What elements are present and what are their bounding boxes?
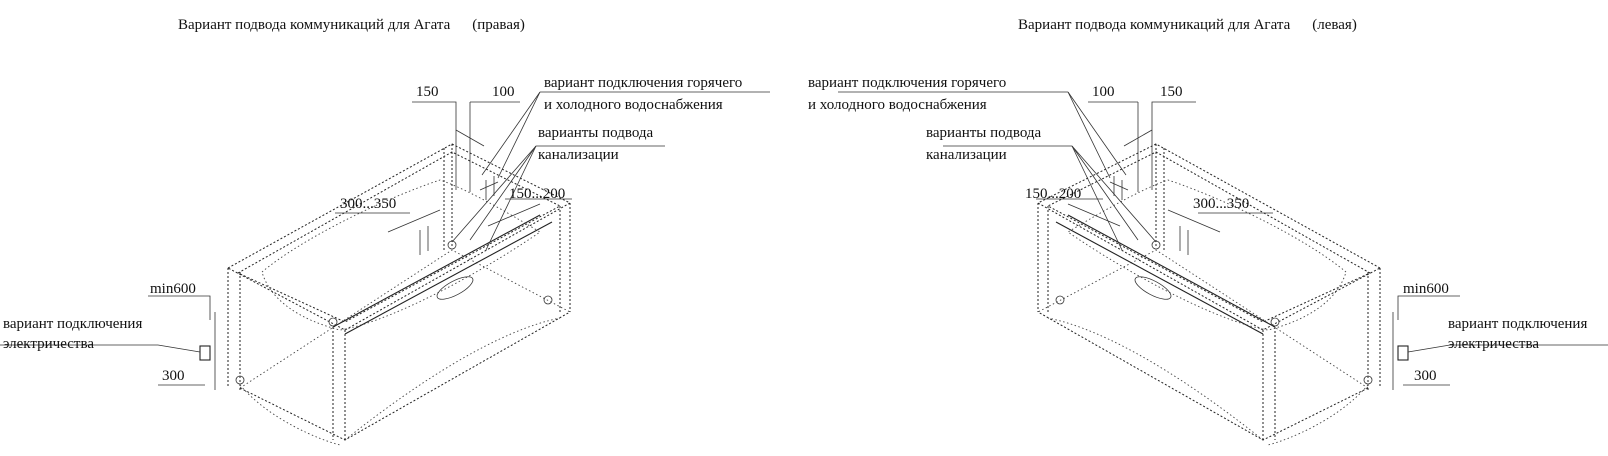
left-bathtub-drawing — [838, 92, 1608, 445]
right-dim-150-200: 150...200 — [509, 186, 566, 202]
right-side-label: (правая) — [472, 17, 525, 33]
right-dim-150: 150 — [416, 84, 439, 100]
right-sewer-label-2: канализации — [538, 147, 619, 163]
right-water-label-1: вариант подключения горячего — [544, 75, 743, 91]
left-electric-label-2: электричества — [1448, 336, 1539, 352]
right-dim-100: 100 — [492, 84, 515, 100]
left-dim-min600: min600 — [1403, 281, 1449, 297]
left-sewer-label-2: канализации — [926, 147, 1007, 163]
right-sewer-label-1: варианты подвода — [538, 125, 654, 141]
right-bathtub-drawing — [0, 92, 770, 445]
left-dim-150: 150 — [1160, 84, 1183, 100]
left-dim-300: 300 — [1414, 368, 1437, 384]
left-water-label-2: и холодного водоснабжения — [808, 97, 987, 113]
left-water-label-1: вариант подключения горячего — [808, 75, 1007, 91]
right-dim-300: 300 — [162, 368, 185, 384]
left-electric-label-1: вариант подключения — [1448, 316, 1588, 332]
left-sewer-label-1: варианты подвода — [926, 125, 1042, 141]
right-dim-300-350: 300...350 — [340, 196, 397, 212]
right-electric-label-2: электричества — [3, 336, 94, 352]
left-dim-100: 100 — [1092, 84, 1115, 100]
right-dim-min600: min600 — [150, 281, 196, 297]
left-dim-150-200: 150...200 — [1025, 186, 1082, 202]
left-variant-title — [1018, 17, 1357, 34]
right-water-label-2: и холодного водоснабжения — [544, 97, 723, 113]
right-electric-label-1: вариант подключения — [3, 316, 143, 332]
left-title-text: Вариант подвода коммуникаций для Агата — [1018, 17, 1291, 33]
left-dim-300-350: 300...350 — [1193, 196, 1250, 212]
right-variant-title — [178, 17, 525, 34]
left-side-label: (левая) — [1312, 17, 1357, 33]
right-title-text: Вариант подвода коммуникаций для Агата — [178, 17, 451, 33]
